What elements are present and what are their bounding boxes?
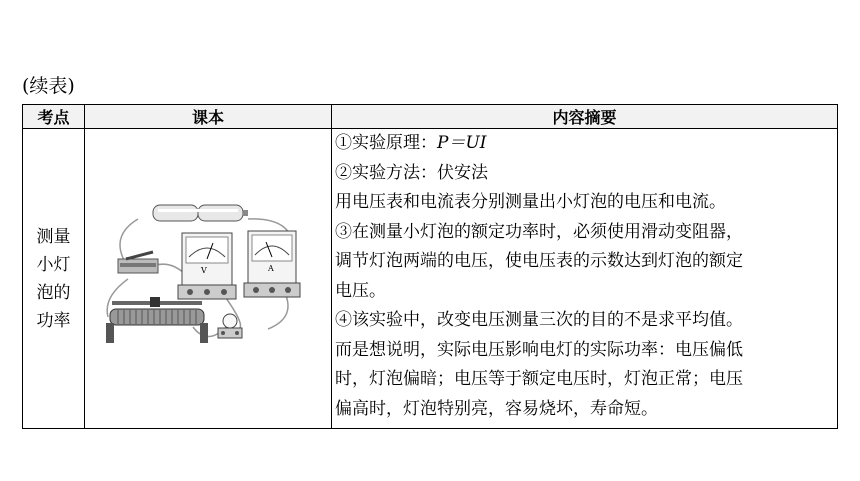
content-line: 用电压表和电流表分别测量出小灯泡的电压和电流。 — [335, 192, 726, 212]
content-line: ①实验原理：P＝UI — [335, 133, 487, 153]
circuit-apparatus-illustration — [98, 197, 318, 357]
content-line: 时，灯泡偏暗；电压等于额定电压时，灯泡正常；电压 — [335, 369, 743, 389]
content-line: ④该实验中，改变电压测量三次的目的不是求平均值。 — [335, 310, 743, 330]
rheostat-icon — [106, 297, 208, 343]
content-line: 偏高时，灯泡特别亮，容易烧坏，寿命短。 — [335, 398, 658, 419]
summary-cell — [332, 129, 838, 429]
header-topic: 考点 — [23, 105, 85, 129]
textbook-figure-cell — [85, 129, 332, 429]
topic-line: 测量 — [36, 226, 71, 247]
formula: P＝UI — [437, 133, 487, 153]
topic-line: 泡的 — [36, 282, 71, 303]
ammeter-label: A — [268, 263, 274, 273]
topic-line: 功率 — [36, 310, 71, 331]
summary-table — [22, 104, 838, 429]
ammeter-icon — [244, 231, 300, 297]
header-summary: 内容摘要 — [332, 105, 838, 129]
voltmeter-label: V — [201, 265, 207, 275]
topic-line: 小灯 — [36, 254, 71, 275]
content-line: 电压。 — [335, 280, 386, 301]
header-row — [23, 105, 838, 129]
content-line: 而是想说明，实际电压影响电灯的实际功率：电压偏低 — [335, 339, 743, 360]
content-line: 调节灯泡两端的电压，使电压表的示数达到灯泡的额定 — [335, 251, 743, 271]
table-caption: (续表) — [22, 75, 75, 97]
header-textbook: 课本 — [85, 105, 332, 129]
content-line: ③在测量小灯泡的额定功率时，必须使用滑动变阻器， — [335, 221, 743, 242]
voltmeter-icon — [178, 233, 236, 299]
switch-icon — [118, 252, 158, 273]
table-row — [23, 129, 838, 429]
battery-icon — [153, 205, 248, 221]
content-line: ②实验方法：伏安法 — [335, 162, 488, 183]
topic-cell — [23, 129, 85, 429]
